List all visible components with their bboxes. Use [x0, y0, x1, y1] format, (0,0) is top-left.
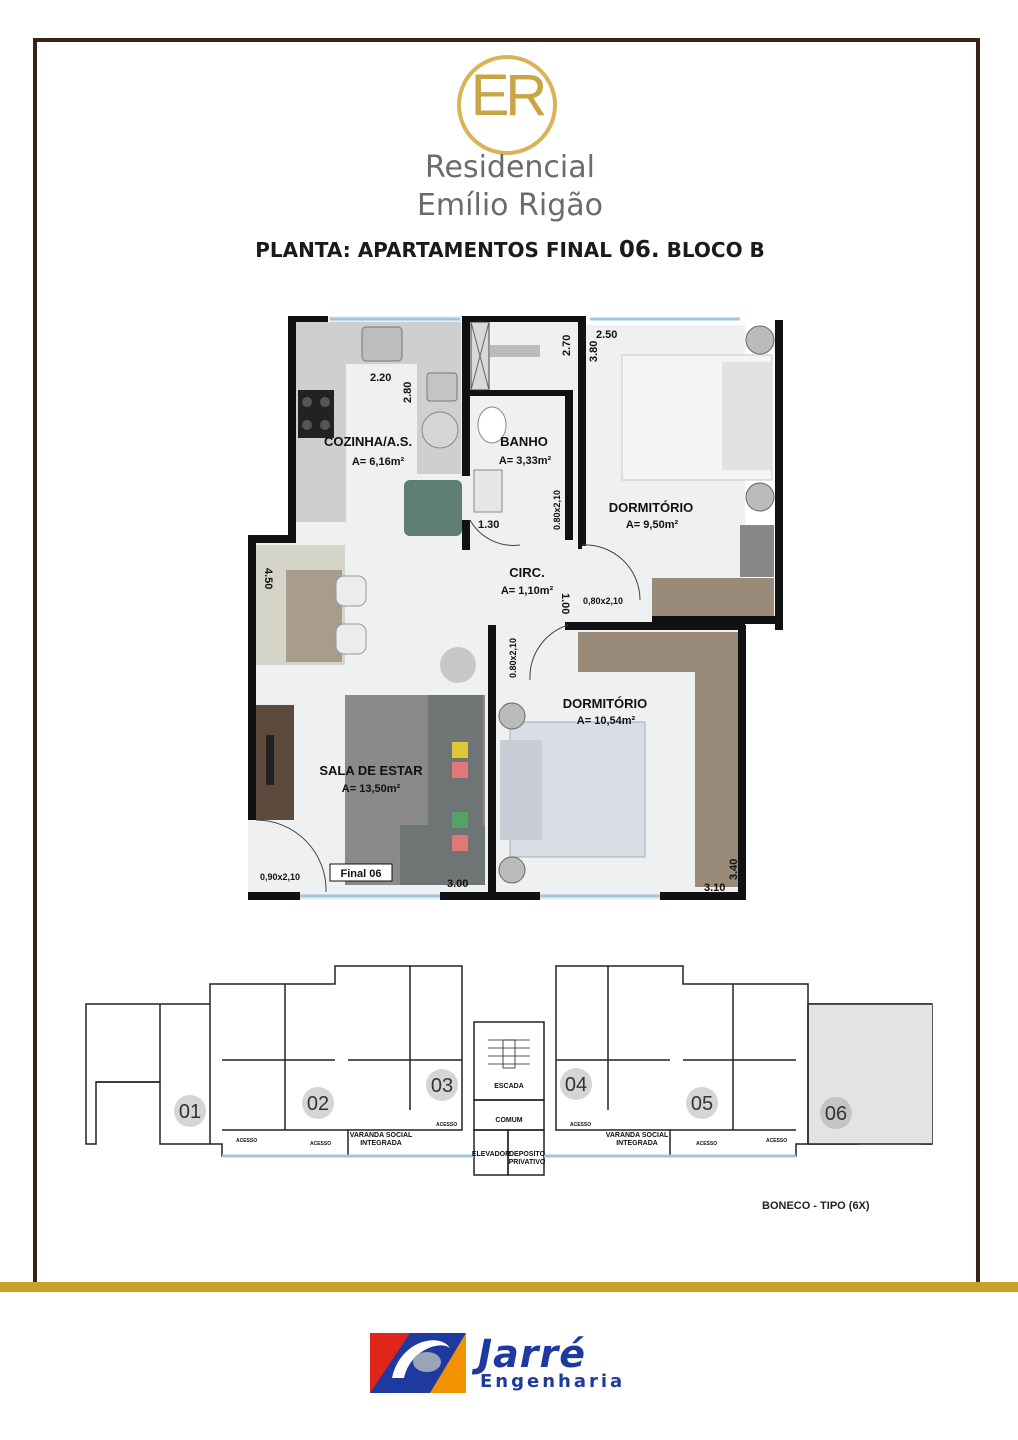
label-varanda-right-line2: INTEGRADA [616, 1140, 658, 1147]
label-deposito-line1: DEPOSITO [508, 1151, 546, 1158]
room-area-circ: A= 1,10m² [500, 585, 554, 597]
label-escada: ESCADA [494, 1083, 524, 1090]
company-name: Jarré [478, 1332, 587, 1376]
kitchen-sink [362, 327, 402, 361]
key-plan-left-wing [86, 966, 462, 1156]
label-varanda-right-line1: VARANDA SOCIAL [605, 1132, 669, 1139]
bed-1-pillows [722, 362, 772, 470]
plan-title-prefix: PLANTA: APARTAMENTOS FINAL [255, 238, 619, 262]
key-plan-comum [474, 1100, 544, 1130]
label-acesso-2: ACESSO [310, 1141, 332, 1147]
door-size-banho: 0.80x2,10 [552, 489, 562, 530]
dim-kitchen-width: 2.20 [370, 372, 392, 384]
room-area-dormitorio-1: A= 9,50m² [625, 519, 679, 531]
bedside-lamp-2b [499, 857, 525, 883]
unit-number-04: 04 [564, 1074, 588, 1096]
door-size-dorm1: 0,80x2,10 [583, 596, 624, 606]
unit-number-02: 02 [306, 1093, 330, 1115]
key-plan [86, 966, 932, 1175]
final-tag: Final 06 [340, 868, 382, 880]
room-name-sala: SALA DE ESTAR [319, 763, 423, 778]
company-division: Engenharia [480, 1371, 626, 1392]
dining-table [286, 570, 342, 662]
room-name-dormitorio-1: DORMITÓRIO [608, 500, 694, 515]
bedside-lamp-1b [746, 483, 774, 511]
room-area-banho: A= 3,33m² [498, 455, 552, 467]
dining-chair-2 [336, 624, 366, 654]
wardrobe-2-top [578, 632, 738, 672]
dim-dorm1-depth: 3.80 [588, 340, 600, 362]
floor-plan [248, 316, 783, 900]
dim-kitchen-depth: 2.80 [402, 381, 414, 403]
cooktop [298, 390, 334, 438]
room-area-cozinha: A= 6,16m² [351, 456, 405, 468]
unit-number-03: 03 [430, 1075, 454, 1097]
bedside-lamp-1a [746, 326, 774, 354]
label-comum: COMUM [495, 1117, 523, 1124]
desk-1 [740, 525, 774, 577]
logo-ellipse [413, 1352, 441, 1372]
label-acesso-3: ACESSO [436, 1122, 458, 1128]
tv [266, 735, 274, 785]
room-name-banho: BANHO [500, 434, 548, 449]
dining-chair-1 [336, 576, 366, 606]
label-varanda-left-line1: VARANDA SOCIAL [349, 1132, 413, 1139]
door-size-dorm2: 0.80x2,10 [508, 637, 518, 678]
room-area-dormitorio-2: A= 10,54m² [576, 715, 636, 727]
dim-sala-width: 3.00 [447, 878, 469, 890]
logo-monogram: ER [470, 63, 544, 128]
key-plan-caption: BONECO - TIPO (6X) [762, 1200, 870, 1212]
sofa-chaise [400, 825, 485, 885]
dim-bath-depth: 2.70 [561, 334, 573, 356]
dim-dorm2-depth: 3.40 [728, 858, 740, 880]
unit-number-01: 01 [178, 1101, 202, 1123]
washing-machine [422, 412, 458, 448]
plan-title-suffix: BLOCO B [659, 238, 765, 262]
refrigerator [404, 480, 462, 536]
label-acesso-6: ACESSO [766, 1138, 788, 1144]
room-name-cozinha: COZINHA/A.S. [323, 434, 413, 449]
bed-2-pillows [500, 740, 542, 840]
door-size-entrada: 0,90x2,10 [260, 872, 301, 882]
dim-circ: 1.00 [559, 593, 571, 615]
tank-sink [427, 373, 457, 401]
dim-bath-width: 1.30 [478, 519, 500, 531]
label-varanda-left-line2: INTEGRADA [360, 1140, 402, 1147]
brand-name-line1: Residencial [425, 150, 595, 185]
wardrobe-2-side [695, 672, 739, 887]
unit-number-06: 06 [824, 1103, 848, 1125]
label-acesso-4: ACESSO [570, 1122, 592, 1128]
room-area-sala: A= 13,50m² [341, 783, 401, 795]
label-deposito-line2: PRIVATIVO [508, 1159, 546, 1166]
shower-head [490, 345, 540, 357]
plant-table [440, 647, 476, 683]
plan-title-number: 06. [618, 237, 660, 263]
dim-dorm1-width: 2.50 [596, 329, 618, 341]
jarre-logo-icon [370, 1333, 466, 1393]
room-name-dormitorio-2: DORMITÓRIO [562, 696, 648, 711]
dim-dorm2-width: 3.10 [704, 882, 726, 894]
brand-name-line2: Emílio Rigão [416, 188, 604, 223]
room-name-circ: CIRC. [509, 565, 545, 580]
label-elevador: ELEVADOR [471, 1151, 511, 1158]
wardrobe-1 [652, 578, 774, 616]
bedside-lamp-2a [499, 703, 525, 729]
dim-sala-depth: 4.50 [262, 568, 274, 590]
label-acesso-1: ACESSO [236, 1138, 258, 1144]
bathroom-sink [474, 470, 502, 512]
unit-number-05: 05 [690, 1093, 714, 1115]
label-acesso-5: ACESSO [696, 1141, 718, 1147]
